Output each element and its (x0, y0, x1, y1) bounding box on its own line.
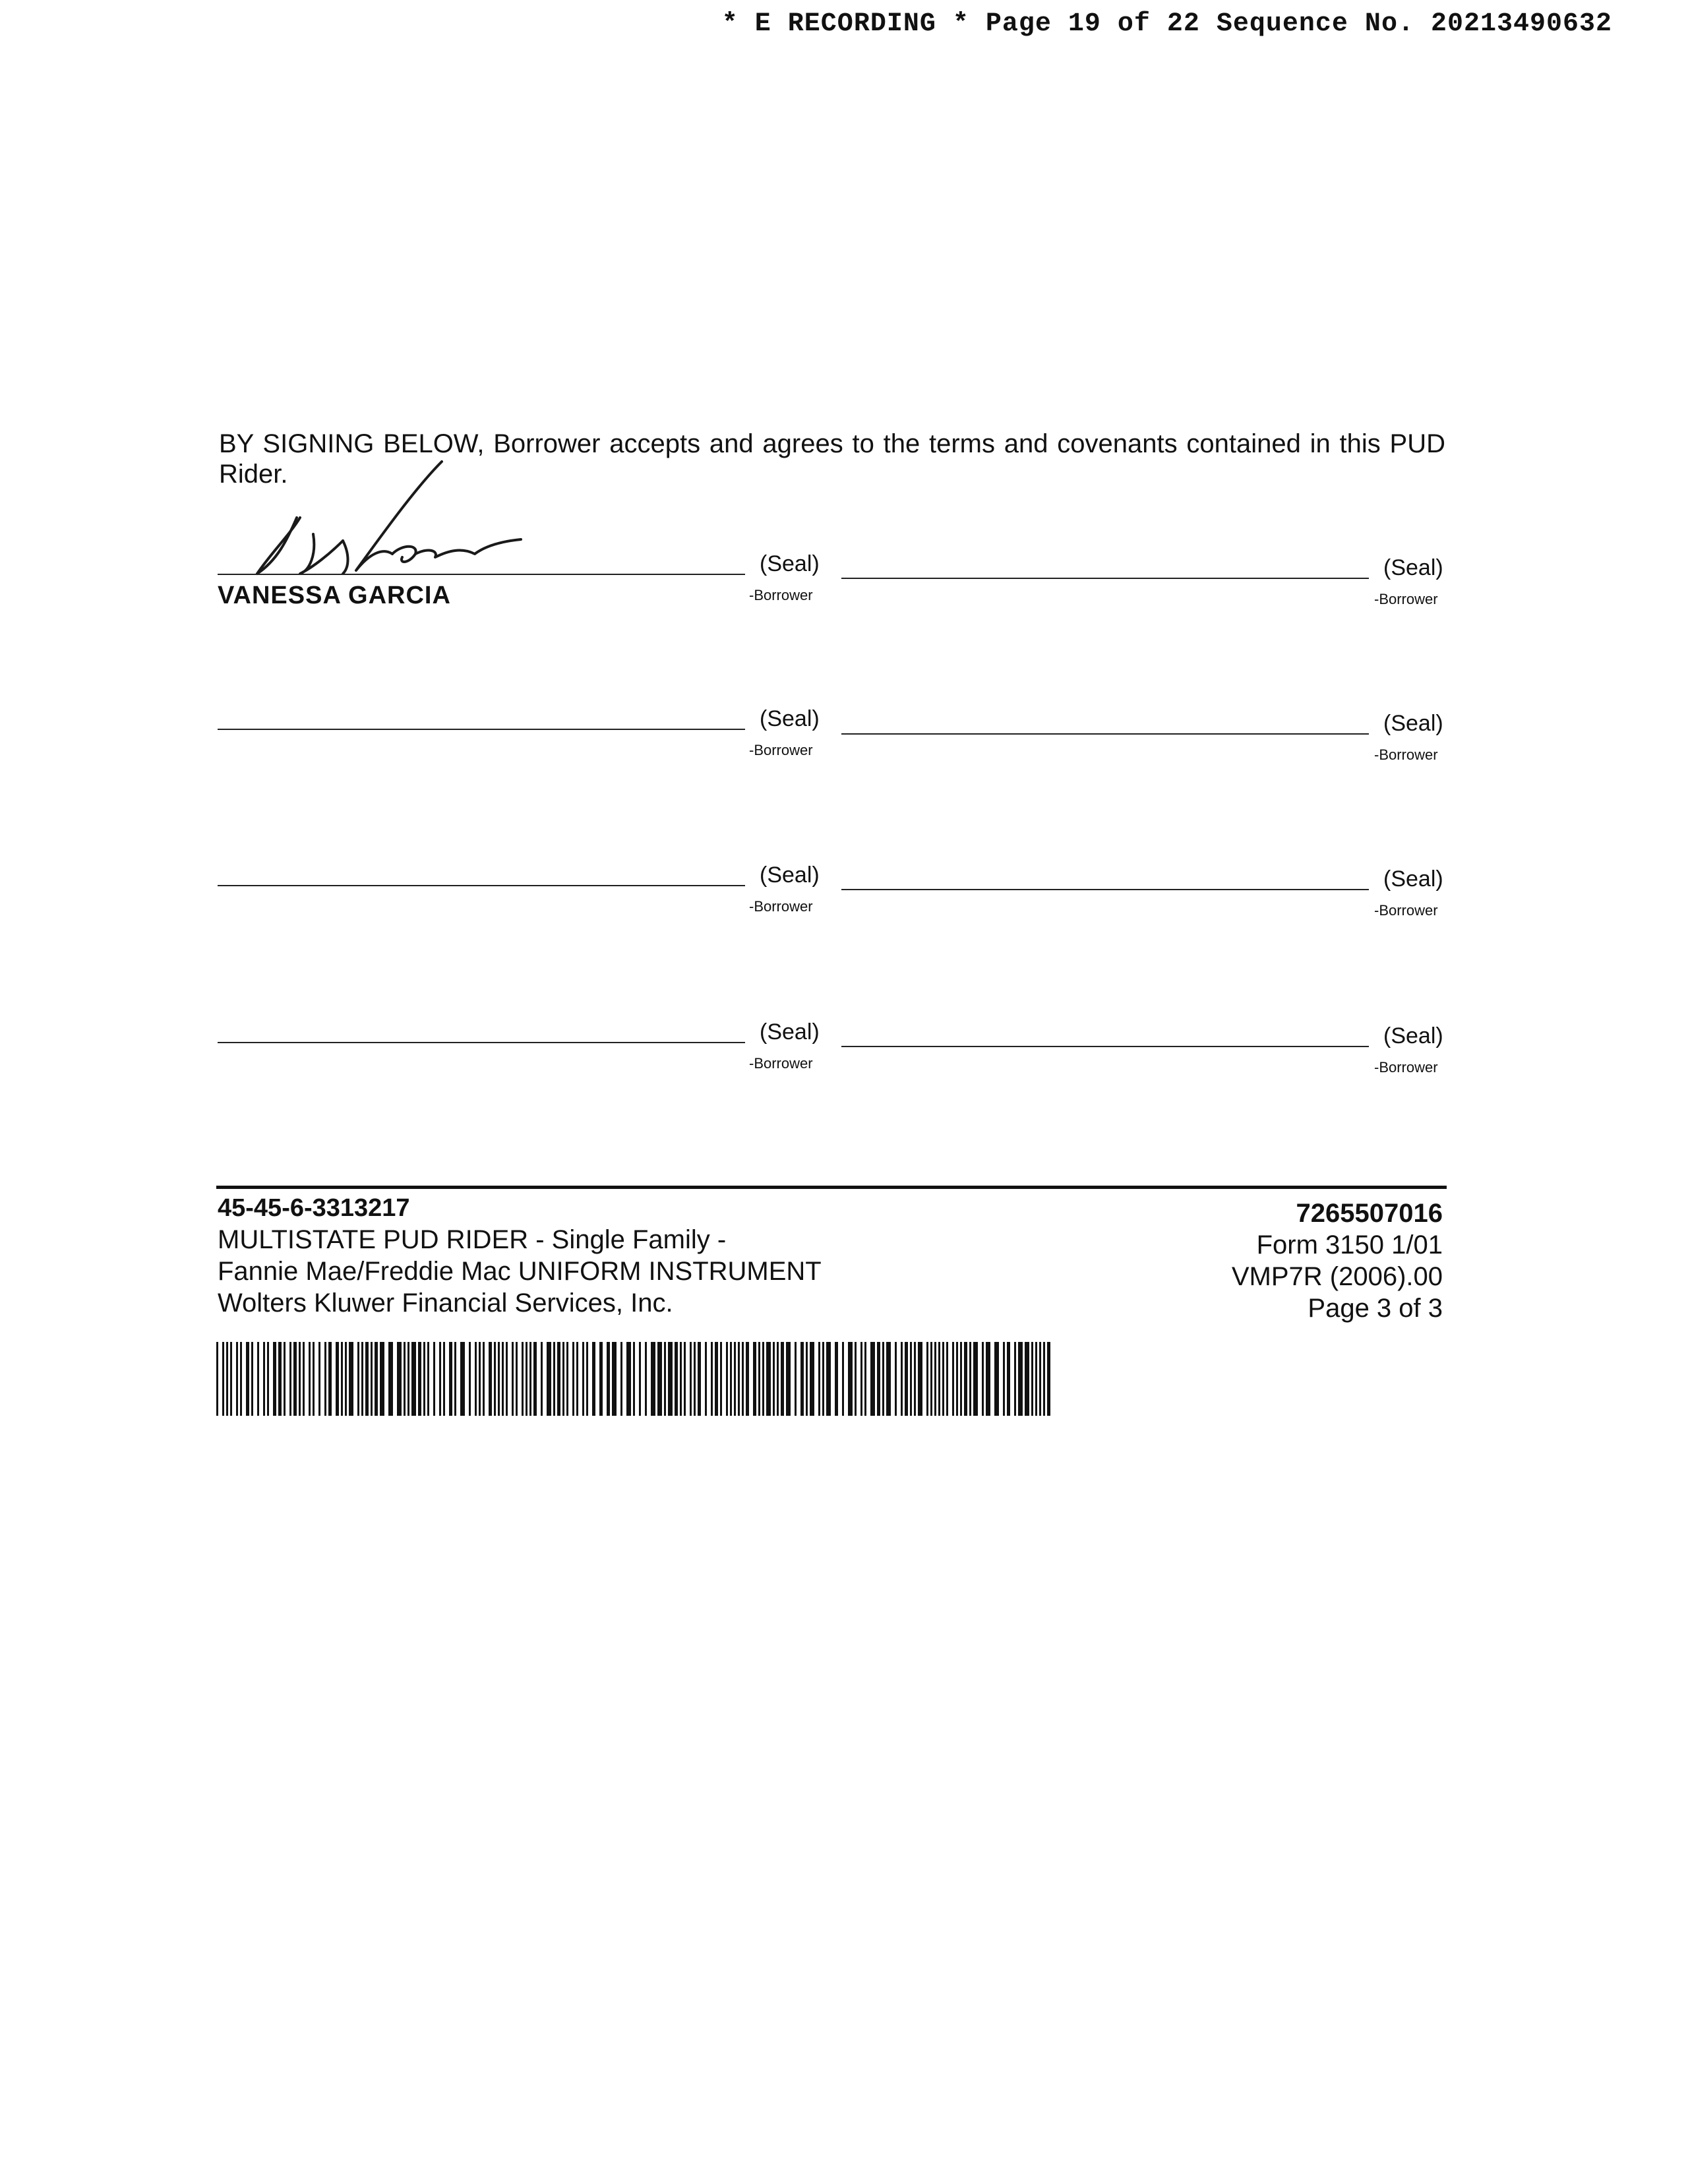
seal-label: (Seal) (760, 551, 820, 576)
signature-line (218, 885, 745, 886)
reference-number: 7265507016 (1296, 1199, 1443, 1228)
acceptance-statement: BY SIGNING BELOW, Borrower accepts and agrees to the terms and covenants contained in this PUD Rider. (219, 429, 1445, 489)
seal-label: (Seal) (1383, 555, 1443, 580)
borrower-name: VANESSA GARCIA (218, 582, 451, 609)
seal-label: (Seal) (1383, 866, 1443, 892)
seal-label: (Seal) (1383, 1023, 1443, 1048)
borrower-signature (251, 455, 528, 587)
footer-left (218, 1192, 822, 1319)
signature-line (218, 729, 745, 730)
signature-line (218, 1042, 745, 1043)
page-number: Page 3 of 3 (1308, 1294, 1443, 1323)
footer-rule (216, 1186, 1447, 1189)
seal-label: (Seal) (760, 863, 820, 888)
role-label: -Borrower (749, 898, 813, 915)
seal-label: (Seal) (760, 706, 820, 731)
form-number: Form 3150 1/01 (1256, 1230, 1443, 1259)
form-version: VMP7R (2006).00 (1231, 1262, 1443, 1291)
recording-header: * E RECORDING * Page 19 of 22 Sequence No. 20213490632 (721, 9, 1612, 39)
signature-line (218, 574, 745, 575)
seal-label: (Seal) (1383, 711, 1443, 736)
seal-label: (Seal) (760, 1019, 820, 1045)
loan-id: 45-45-6-3313217 (218, 1194, 410, 1222)
role-label: -Borrower (1374, 902, 1438, 919)
role-label: -Borrower (1374, 746, 1438, 763)
document-title: MULTISTATE PUD RIDER - Single Family - (218, 1225, 727, 1254)
signature-line (841, 889, 1369, 890)
document-subtitle: Fannie Mae/Freddie Mac UNIFORM INSTRUMENT (218, 1257, 822, 1286)
barcode (216, 1342, 1051, 1416)
signature-line (841, 578, 1369, 579)
signature-line (841, 1046, 1369, 1047)
role-label: -Borrower (1374, 591, 1438, 607)
role-label: -Borrower (749, 1055, 813, 1072)
role-label: -Borrower (1374, 1059, 1438, 1076)
role-label: -Borrower (749, 587, 813, 603)
publisher: Wolters Kluwer Financial Services, Inc. (218, 1289, 673, 1318)
footer-right (1232, 1198, 1443, 1324)
signature-line (841, 733, 1369, 735)
role-label: -Borrower (749, 742, 813, 758)
